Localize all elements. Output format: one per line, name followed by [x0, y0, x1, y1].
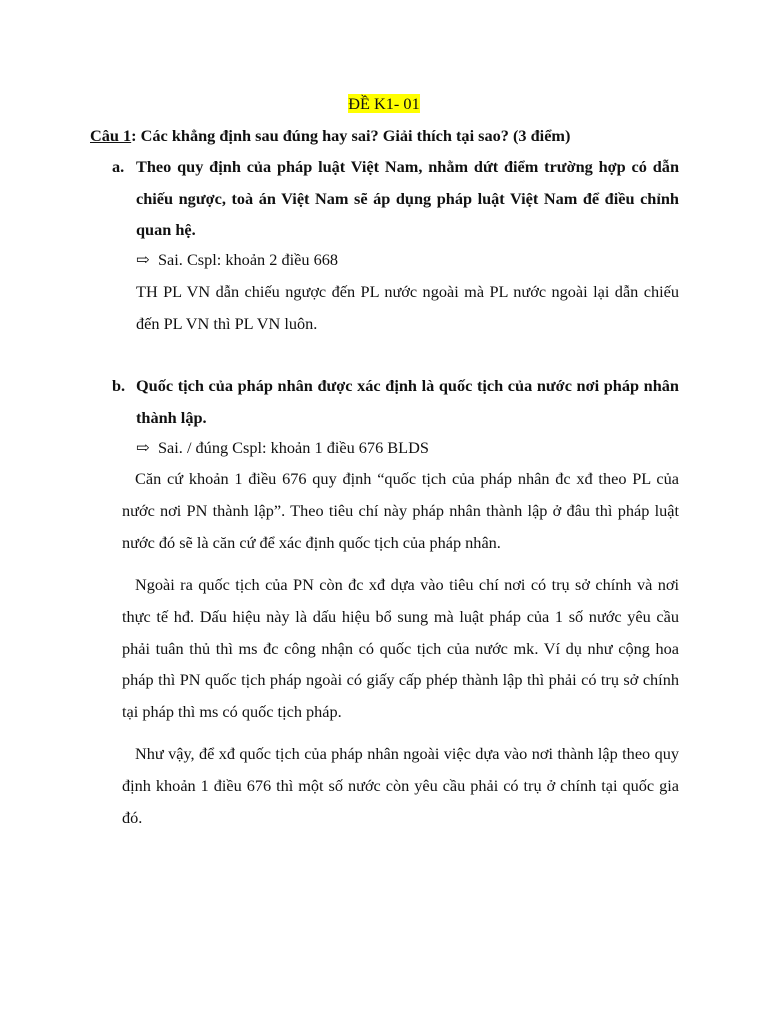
arrow-icon: ⇨ [136, 438, 150, 457]
item-a-answer-text: Sai. Cspl: khoản 2 điều 668 [158, 250, 338, 269]
exam-title-text: ĐỀ K1- 01 [348, 94, 420, 113]
item-a-marker: a. [112, 157, 125, 176]
question-text: : Các khẳng định sau đúng hay sai? Giải thích tại sao? (3 điểm) [131, 126, 571, 145]
item-b-paragraph-3: Như vậy, để xđ quốc tịch của pháp nhân ngoài việc dựa vào nơi thành lập theo quy định khoản 1 điều 676 thì một số nước còn yêu cầu phải có trụ ở chính tại quốc gia đó. [122, 744, 679, 827]
question-number: Câu 1 [90, 126, 132, 145]
item-b-statement: Quốc tịch của pháp nhân được xác định là quốc tịch của nước nơi pháp nhân thành lập. [136, 376, 679, 427]
item-b-marker: b. [112, 376, 126, 395]
question-heading [90, 124, 690, 148]
item-b-paragraph-2: Ngoài ra quốc tịch của PN còn đc xđ dựa vào tiêu chí nơi có trụ sở chính và nơi thực tế hđ. Dấu hiệu này là dấu hiệu bổ sung mà luật pháp của 1 số nước yêu cầu phải tuân thủ thì ms đc công nhận có quốc tịch của nước mk. Ví dụ như cộng hoa pháp thì PN quốc tịch pháp ngoài có giấy cấp phép thành lập thì phải có trụ sở chính tại pháp thì ms có quốc tịch pháp. [122, 575, 679, 722]
exam-title [0, 92, 768, 116]
item-a-answer [136, 244, 679, 275]
item-b [112, 370, 679, 433]
item-a [112, 151, 679, 246]
item-a-explanation: TH PL VN dẫn chiếu ngược đến PL nước ngoài mà PL nước ngoài lại dẫn chiếu đến PL VN thì PL VN luôn. [136, 282, 679, 333]
item-b-paragraph-1: Căn cứ khoản 1 điều 676 quy định “quốc tịch của pháp nhân đc xđ theo PL của nước nơi PN thành lập”. Theo tiêu chí này pháp nhân thành lập ở đâu thì pháp luật nước đó sẽ là căn cứ để xác định quốc tịch của pháp nhân. [122, 469, 679, 552]
item-b-answer [136, 432, 679, 463]
arrow-icon: ⇨ [136, 250, 150, 269]
item-a-statement: Theo quy định của pháp luật Việt Nam, nhằm dứt điểm trường hợp có dẫn chiếu ngược, toà án Việt Nam sẽ áp dụng pháp luật Việt Nam để điều chỉnh quan hệ. [136, 157, 679, 239]
item-b-answer-text: Sai. / đúng Cspl: khoản 1 điều 676 BLDS [158, 438, 429, 457]
